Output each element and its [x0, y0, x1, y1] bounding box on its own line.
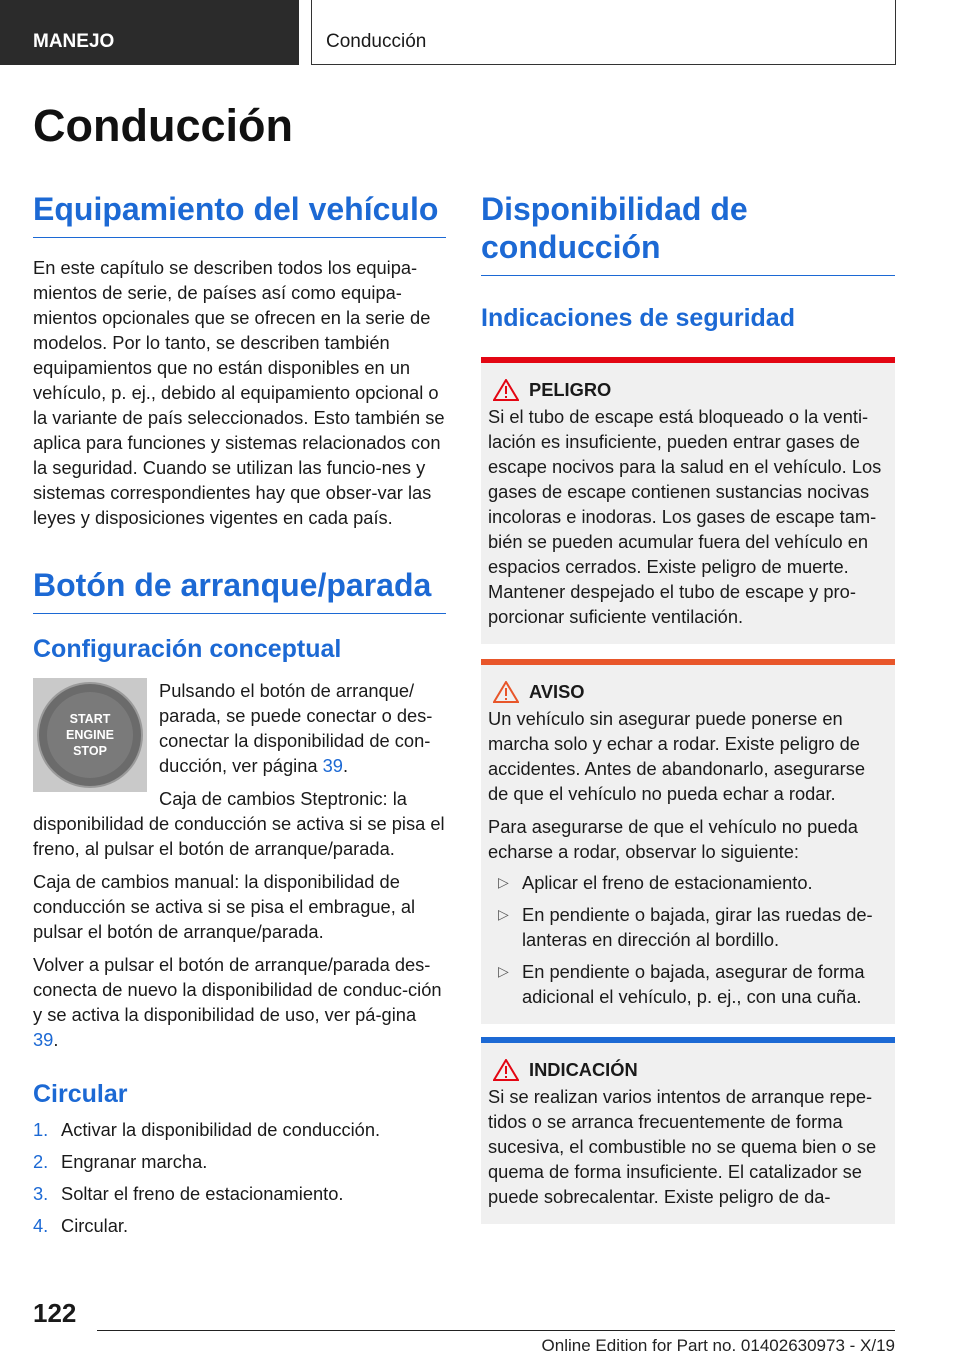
warning-triangle-icon: [493, 379, 519, 401]
note-text: Si se realizan varios intentos de arranque repe-tidos o se arranca frecuentemente de forma sucesiva, el combustible no se quema bien o se quema de forma insuficiente. El catalizador se puede sobrecalentar. Existe peligro de da-: [488, 1086, 877, 1207]
warning-notice: [481, 659, 895, 1024]
danger-text: Si el tubo de escape está bloqueado o la venti-lación es insuficiente, pueden entrar gases de escape nocivos para la salud en el vehículo. Los gases de escape contienen sustancias nocivas incoloras e inodoras. Los gases de escape tam-bién se pueden acumular fuera del vehículo en espacios cerrados. Existe peligro de muerte. Mantener despejado el tubo de escape y pro-porcionar suficiente ventilación.: [488, 406, 882, 627]
page-number: 122: [33, 1298, 77, 1328]
warning-text-1: Un vehículo sin asegurar puede ponerse en marcha solo y echar a rodar. Existe peligro de accidentes. Antes de abandonarlo, asegurarse de que el vehículo no pueda echar a rodar.: [488, 708, 866, 804]
warning-label: AVISO: [529, 681, 585, 702]
footer-divider: [97, 1330, 895, 1331]
concept-paragraph-2: Caja de cambios Steptronic: la disponibilidad de conducción se activa si se pisa el freno, al pulsar el botón de arranque/parada.: [33, 788, 445, 859]
heading-start-stop-button: Botón de arranque/parada: [33, 566, 446, 614]
chapter-tab: [311, 0, 896, 65]
bullet-triangle-icon: ▷: [498, 963, 509, 979]
bullet-triangle-icon: ▷: [498, 906, 509, 922]
heading-equipment: Equipamiento del vehículo: [33, 190, 446, 238]
right-column: [481, 190, 895, 1224]
steps-list: [33, 1117, 446, 1238]
page-link-39[interactable]: 39: [33, 1029, 54, 1050]
heading-safety: Indicaciones de seguridad: [481, 304, 795, 332]
edition-note: Online Edition for Part no. 01402630973 - X/19: [541, 1336, 895, 1355]
start-stop-button-image: [33, 678, 147, 792]
warning-text-2: Para asegurarse de que el vehículo no pueda echarse a rodar, observar lo siguiente:: [488, 816, 858, 862]
page-link-39[interactable]: 39: [322, 755, 343, 776]
section-label: MANEJO: [33, 31, 115, 52]
warning-triangle-icon: [493, 1059, 519, 1081]
heading-drive: Circular: [33, 1080, 128, 1108]
danger-notice: [481, 357, 895, 644]
heading-concept: Configuración conceptual: [33, 635, 342, 663]
equipment-paragraph: En este capítulo se describen todos los equipa-mientos de serie, de países así como equipa-mientos opcionales que se ofrecen en la serie de modelos. Por lo tanto, se describen también equipamientos que no están disponibles en un vehículo, p. ej., debido al equipamiento opcional o la variante de país seleccionados. Esto también se aplica para funciones y sistemas relacionados con la seguridad. Cuando se utilizan las funcio-nes y sistemas correspondientes hay que obser-var las leyes y disposiciones vigentes en cada país.: [33, 257, 445, 528]
list-item: ▷ En pendiente o bajada, girar las ruedas de-lanteras en dirección al bordillo.: [488, 902, 888, 952]
section-tab: [0, 0, 299, 65]
list-item: 3. Soltar el freno de estacionamiento.: [33, 1183, 344, 1204]
note-notice: [481, 1037, 895, 1224]
list-item: 1. Activar la disponibilidad de conducción.: [33, 1119, 381, 1140]
concept-paragraph-4: Volver a pulsar el botón de arranque/parada des-conecta de nuevo la disponibilidad de conduc-ción y se activa la disponibilidad de uso, ver pá-gina 39.: [33, 954, 442, 1050]
danger-label: PELIGRO: [529, 379, 612, 400]
chapter-label: Conducción: [326, 31, 427, 52]
concept-paragraph-1: Pulsando el botón de arranque/ parada, se puede conectar o des-conectar la disponibilidad de con-ducción, ver página 39.: [159, 680, 433, 776]
warning-bullets: [488, 870, 888, 1009]
page-title: Conducción: [33, 100, 293, 151]
concept-paragraph-3: Caja de cambios manual: la disponibilidad de conducción se activa si se pisa el embrague, al pulsar el botón de arranque/parada.: [33, 871, 416, 942]
list-item: ▷ Aplicar el freno de estacionamiento.: [488, 870, 888, 895]
bullet-triangle-icon: ▷: [498, 874, 509, 890]
heading-availability: Disponibilidad de conducción: [481, 190, 895, 276]
list-item: 2. Engranar marcha.: [33, 1151, 208, 1172]
start-engine-stop-icon: START ENGINE STOP: [47, 692, 133, 778]
warning-triangle-icon: [493, 681, 519, 703]
note-label: INDICACIÓN: [529, 1059, 638, 1080]
list-item: ▷ En pendiente o bajada, asegurar de forma adicional el vehículo, p. ej., con una cuña.: [488, 959, 888, 1009]
list-item: 4. Circular.: [33, 1215, 129, 1236]
left-column: [33, 190, 446, 1238]
